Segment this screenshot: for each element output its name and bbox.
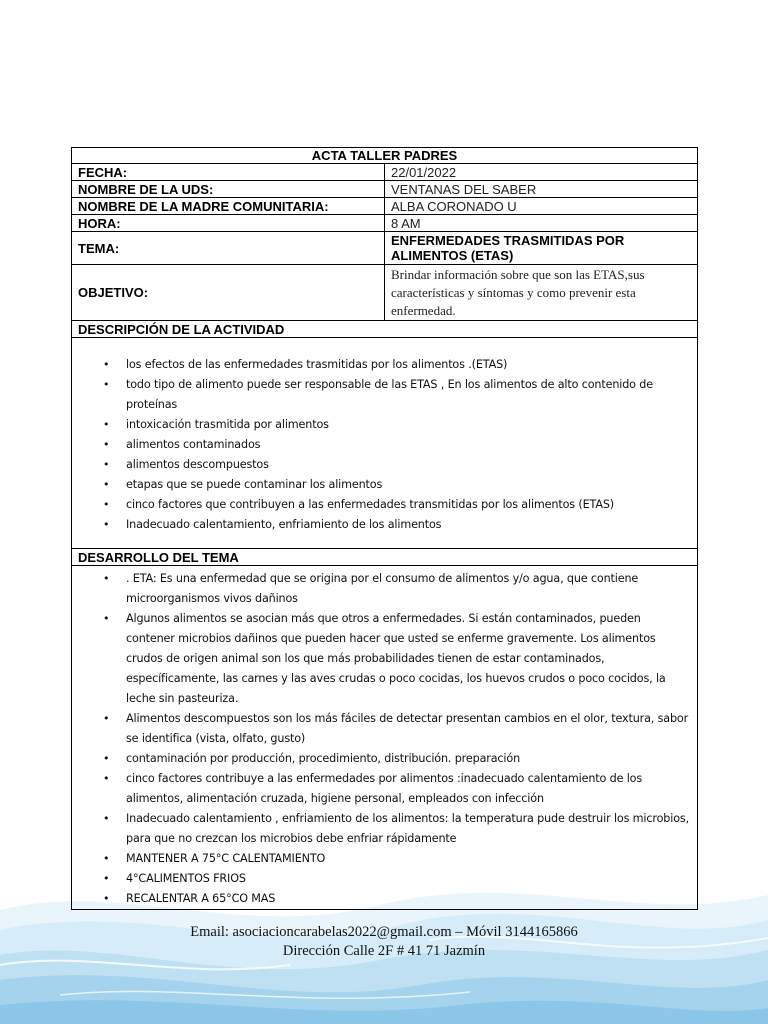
list-item: • intoxicación trasmitida por alimentos [126, 415, 691, 435]
bullet-icon: • [103, 872, 110, 885]
bullet-icon: • [103, 752, 110, 765]
bullet-icon: • [103, 517, 110, 531]
fecha-value: 22/01/2022 [385, 164, 698, 181]
list-item: • Algunos alimentos se asocian más que otros a enfermedades. Si están contaminados, pueden contener microbios dañinos que pueden hacer que usted se enferme gravemente. Los alimentos crudos de origen animal son los que más probabilidades tienen de estar contaminados, específicamente, las carnes y las aves crudas o poco cocidas, los huevos crudos o poco cocidos, la leche sin pasteuriza. [126, 609, 691, 709]
bullet-icon: • [103, 612, 110, 625]
madre-comunitaria-label: NOMBRE DE LA MADRE COMUNITARIA: [72, 198, 385, 215]
fecha-label: FECHA: [72, 164, 385, 181]
hora-value: 8 AM [385, 215, 698, 232]
footer-email-line: Email: asociacioncarabelas2022@gmail.com – Móvil 3144165866 [190, 924, 578, 940]
list-item: • . ETA: Es una enfermedad que se origina por el consumo de alimentos y/o agua, que contiene microorganismos vivos dañinos [126, 569, 691, 609]
list-item: • 4°CALIMENTOS FRIOS [126, 869, 691, 889]
bullet-icon: • [103, 712, 110, 725]
list-item: • RECALENTAR A 65°CO MAS [126, 889, 691, 909]
list-item: • etapas que se puede contaminar los alimentos [126, 475, 691, 495]
bullet-icon: • [103, 377, 110, 391]
list-item: • todo tipo de alimento puede ser responsable de las ETAS , En los alimentos de alto contenido de proteínas [126, 375, 691, 415]
uds-label: NOMBRE DE LA UDS: [72, 181, 385, 198]
list-item: • los efectos de las enfermedades trasmitidas por los alimentos .(ETAS) [126, 355, 691, 375]
list-item: • contaminación por producción, procedimiento, distribución. preparación [126, 749, 691, 769]
desarrollo-heading: DESARROLLO DEL TEMA [72, 549, 698, 566]
bullet-icon: • [103, 457, 110, 471]
bullet-icon: • [103, 497, 110, 511]
acta-title: ACTA TALLER PADRES [72, 148, 698, 164]
bullet-icon: • [103, 892, 110, 905]
footer-address-line: Dirección Calle 2F # 41 71 Jazmín [282, 943, 486, 959]
list-item: • Inadecuado calentamiento , enfriamiento de los alimentos: la temperatura pude destruir los microbios, para que no crezcan los microbios debe enfriar rápidamente [126, 809, 691, 849]
objetivo-label: OBJETIVO: [72, 265, 385, 321]
bullet-icon: • [103, 812, 110, 825]
descripcion-list [78, 352, 691, 535]
list-item: • MANTENER A 75°C CALENTAMIENTO [126, 849, 691, 869]
descripcion-content [72, 338, 698, 549]
list-item: • Alimentos descompuestos son los más fáciles de detectar presentan cambios en el olor, textura, sabor se identifica (vista, olfato, gusto) [126, 709, 691, 749]
tema-label: TEMA: [72, 232, 385, 265]
madre-comunitaria-value: ALBA CORONADO U [385, 198, 698, 215]
list-item: • alimentos contaminados [126, 435, 691, 455]
desarrollo-list [78, 566, 691, 909]
bullet-icon: • [103, 417, 110, 431]
acta-table [71, 147, 698, 910]
bullet-icon: • [103, 357, 110, 371]
bullet-icon: • [103, 437, 110, 451]
list-item: • cinco factores que contribuyen a las enfermedades transmitidas por los alimentos (ETAS) [126, 495, 691, 515]
descripcion-heading: DESCRIPCIÓN DE LA ACTIVIDAD [72, 321, 698, 338]
bullet-icon: • [103, 772, 110, 785]
bullet-icon: • [103, 477, 110, 491]
list-item: • alimentos descompuestos [126, 455, 691, 475]
desarrollo-content [72, 566, 698, 910]
bullet-icon: • [103, 572, 110, 585]
list-item: • cinco factores contribuye a las enfermedades por alimentos :inadecuado calentamiento de los alimentos, alimentación cruzada, higiene personal, empleados con infección [126, 769, 691, 809]
objetivo-value: Brindar información sobre que son las ETAS,sus características y síntomas y como prevenir esta enfermedad. [385, 265, 698, 321]
tema-value: ENFERMEDADES TRASMITIDAS POR ALIMENTOS (ETAS) [385, 232, 698, 265]
hora-label: HORA: [72, 215, 385, 232]
uds-value: VENTANAS DEL SABER [385, 181, 698, 198]
list-item: • Inadecuado calentamiento, enfriamiento de los alimentos [126, 515, 691, 535]
bullet-icon: • [103, 852, 110, 865]
